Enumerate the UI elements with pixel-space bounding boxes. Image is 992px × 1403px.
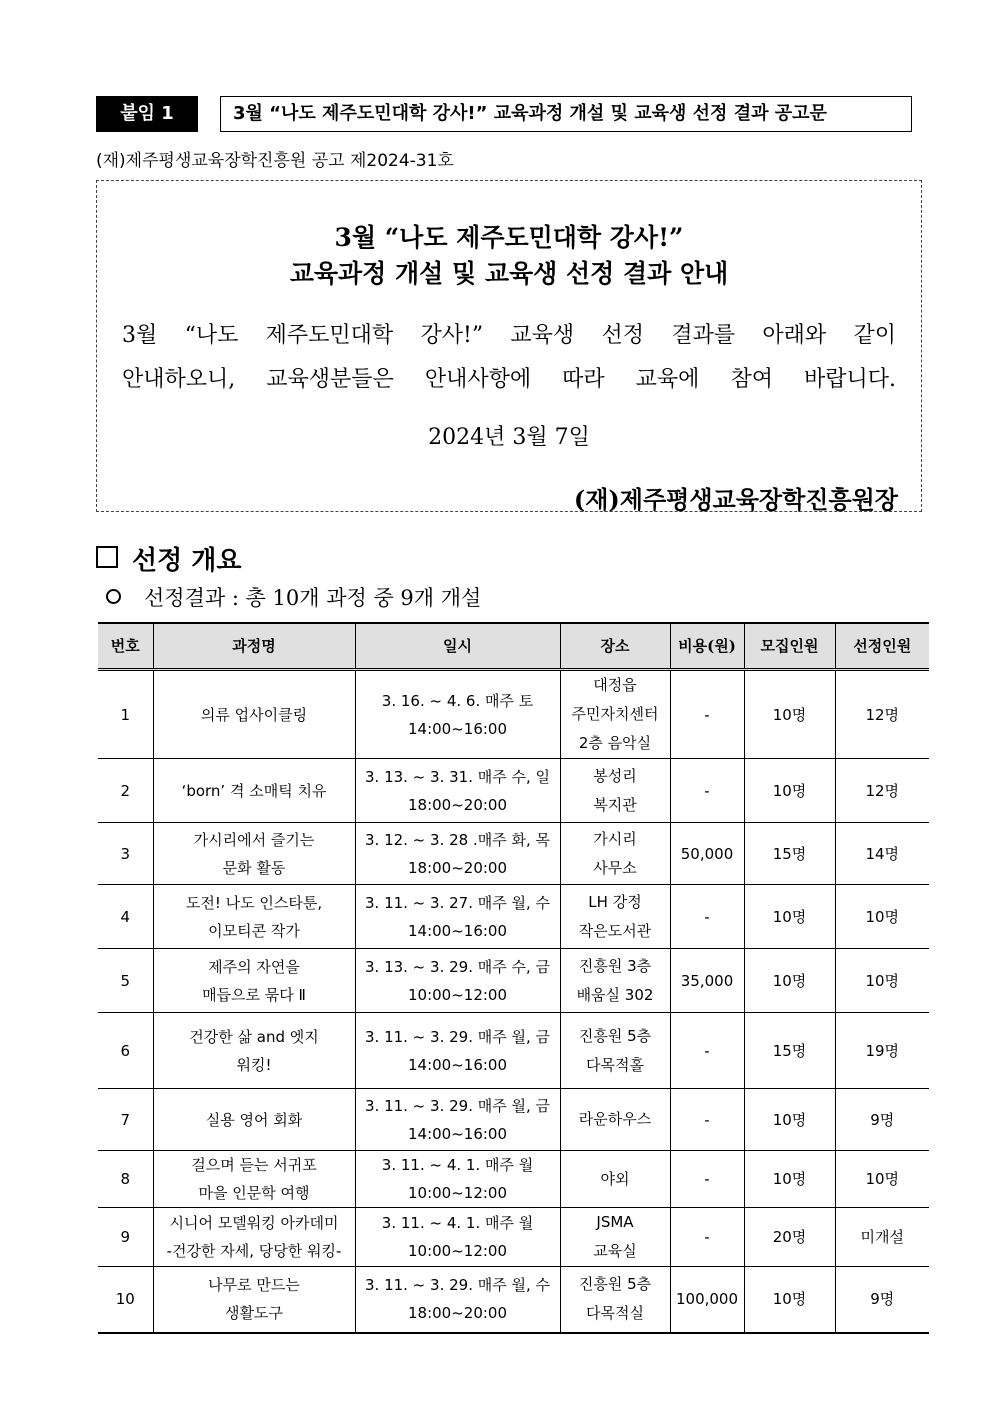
course-place-line: 진흥원 3층 (578, 956, 652, 975)
table-row (98, 885, 929, 949)
course-name-line: 도전! 나도 인스타툰, (185, 893, 323, 912)
course-name-line: 문화 활동 (222, 858, 286, 877)
course-name (153, 949, 355, 1013)
table-row (98, 1089, 929, 1151)
course-name (153, 823, 355, 885)
recruit-count: 10명 (744, 670, 835, 759)
course-schedule-line: 3. 16. ~ 4. 6. 매주 토 (381, 691, 534, 710)
recruit-count: 10명 (744, 1151, 835, 1208)
course-cost: - (670, 1208, 744, 1267)
course-schedule-line: 3. 11. ~ 4. 1. 매주 월 (381, 1214, 534, 1232)
course-name-line: 마을 인문학 여행 (198, 1184, 310, 1202)
course-schedule-line: 10:00~12:00 (407, 985, 508, 1004)
selected-count: 9명 (835, 1267, 929, 1333)
header-cell: 장소 (560, 623, 670, 670)
row-number: 3 (98, 823, 153, 885)
course-schedule (355, 885, 560, 949)
course-schedule-line: 14:00~16:00 (407, 1124, 508, 1143)
header-cell: 비용(원) (670, 623, 744, 670)
selected-count: 14명 (835, 823, 929, 885)
course-name (153, 1267, 355, 1333)
notice-title-line2: 교육과정 개설 및 교육생 선정 결과 안내 (289, 259, 729, 288)
selection-table (98, 622, 929, 1334)
announcement-number: (재)제주평생교육장학진흥원 공고 제2024-31호 (96, 151, 454, 171)
course-schedule-line: 10:00~12:00 (407, 1184, 508, 1202)
course-place-line: 사무소 (593, 858, 637, 877)
row-number: 8 (98, 1151, 153, 1208)
attachment-badge: 붙임 1 (96, 96, 198, 132)
course-cost: - (670, 1151, 744, 1208)
course-schedule-line: 3. 11. ~ 3. 29. 매주 월, 수 (364, 1276, 550, 1295)
selected-count: 9명 (835, 1089, 929, 1151)
course-place-line: 야외 (600, 1169, 630, 1188)
course-place (560, 1013, 670, 1089)
course-place (560, 670, 670, 759)
notice-signature: (재)제주평생교육장학진흥원장 (573, 485, 898, 514)
circle-bullet-icon (106, 589, 121, 604)
course-place-line: 배움실 302 (576, 985, 654, 1004)
course-schedule-line: 3. 11. ~ 3. 29. 매주 월, 금 (364, 1027, 550, 1046)
course-schedule (355, 670, 560, 759)
course-schedule (355, 1151, 560, 1208)
course-name-line: 제주의 자연을 (208, 957, 300, 976)
course-name-line: 의류 업사이클링 (200, 705, 308, 724)
course-place-line: 교육실 (593, 1242, 637, 1260)
course-schedule-line: 18:00~20:00 (407, 1304, 508, 1323)
course-place (560, 759, 670, 823)
course-name-line: 생활도구 (225, 1304, 283, 1323)
course-place-line: 진흥원 5층 (578, 1275, 652, 1294)
course-name-line: -건강한 자세, 당당한 워킹- (166, 1242, 342, 1260)
recruit-count: 15명 (744, 823, 835, 885)
header-cell: 모집인원 (744, 623, 835, 670)
course-schedule (355, 759, 560, 823)
course-schedule (355, 823, 560, 885)
course-schedule-line: 3. 11. ~ 3. 27. 매주 월, 수 (364, 893, 550, 912)
row-number: 6 (98, 1013, 153, 1089)
course-cost: - (670, 759, 744, 823)
course-place (560, 885, 670, 949)
course-cost: - (670, 1013, 744, 1089)
course-name-line: 매듭으로 묶다 Ⅱ (202, 985, 306, 1004)
course-schedule-line: 10:00~12:00 (407, 1242, 508, 1260)
row-number: 5 (98, 949, 153, 1013)
course-cost: - (670, 885, 744, 949)
course-name-line: 나무로 만드는 (208, 1276, 300, 1295)
selection-summary: 선정결과 : 총 10개 과정 중 9개 개설 (144, 586, 482, 610)
course-place-line: 대정읍 (593, 676, 637, 694)
course-place-line: 다목적홀 (586, 1055, 644, 1074)
course-name (153, 1013, 355, 1089)
recruit-count: 10명 (744, 1267, 835, 1333)
course-place (560, 823, 670, 885)
course-place (560, 949, 670, 1013)
course-place-line: 작은도서관 (578, 921, 652, 940)
course-name (153, 1208, 355, 1267)
table-row (98, 949, 929, 1013)
course-name (153, 1089, 355, 1151)
header-cell: 번호 (98, 623, 153, 670)
course-schedule-line: 14:00~16:00 (407, 719, 508, 738)
row-number: 7 (98, 1089, 153, 1151)
table-body (98, 670, 929, 1333)
course-place-line: 라운하우스 (578, 1110, 652, 1128)
course-name-line: 워킹! (236, 1055, 272, 1074)
table-row (98, 1208, 929, 1267)
course-cost: 100,000 (670, 1267, 744, 1333)
recruit-count: 20명 (744, 1208, 835, 1267)
course-place-line: 봉성리 (593, 766, 637, 785)
selected-count: 미개설 (835, 1208, 929, 1267)
notice-title-line1: 3월 “나도 제주도민대학 강사!” (334, 223, 684, 252)
course-cost: 50,000 (670, 823, 744, 885)
notice-body-line1: 3월 “나도 제주도민대학 강사!” 교육생 선정 결과를 아래와 같이 (122, 323, 896, 348)
row-number: 2 (98, 759, 153, 823)
course-cost: 35,000 (670, 949, 744, 1013)
notice-date: 2024년 3월 7일 (428, 425, 590, 450)
course-place-line: JSMA (596, 1213, 634, 1231)
course-cost: - (670, 670, 744, 759)
document-title: 3월 “나도 제주도민대학 강사!” 교육과정 개설 및 교육생 선정 결과 공고문 (220, 96, 912, 132)
course-schedule-line: 3. 11. ~ 4. 1. 매주 월 (381, 1156, 534, 1174)
row-number: 10 (98, 1267, 153, 1333)
header-cell: 선정인원 (835, 623, 929, 670)
selected-count: 12명 (835, 670, 929, 759)
course-place (560, 1089, 670, 1151)
notice-body-line2: 안내하오니, 교육생분들은 안내사항에 따라 교육에 참여 바랍니다. (122, 367, 896, 392)
table-row (98, 823, 929, 885)
table-header-row (98, 623, 929, 670)
course-schedule (355, 1013, 560, 1089)
course-name (153, 1151, 355, 1208)
course-schedule-line: 3. 11. ~ 3. 29. 매주 월, 금 (364, 1096, 550, 1115)
course-schedule-line: 14:00~16:00 (407, 1055, 508, 1074)
header-cell: 과정명 (153, 623, 355, 670)
course-schedule-line: 18:00~20:00 (407, 795, 508, 814)
table-row (98, 1151, 929, 1208)
selected-count: 10명 (835, 1151, 929, 1208)
course-schedule-line: 3. 12. ~ 3. 28 .매주 화, 목 (364, 830, 550, 849)
selected-count: 19명 (835, 1013, 929, 1089)
course-name-line: 실용 영어 회화 (205, 1110, 303, 1129)
course-schedule-line: 14:00~16:00 (407, 921, 508, 940)
selected-count: 10명 (835, 949, 929, 1013)
selected-count: 12명 (835, 759, 929, 823)
table-row (98, 759, 929, 823)
course-schedule (355, 1089, 560, 1151)
selected-count: 10명 (835, 885, 929, 949)
course-place (560, 1267, 670, 1333)
course-place (560, 1151, 670, 1208)
course-name-line: 가시리에서 즐기는 (193, 830, 315, 849)
course-place-line: 다목적실 (586, 1304, 644, 1323)
course-schedule (355, 1208, 560, 1267)
section-checkbox-icon (96, 546, 118, 568)
table-row (98, 670, 929, 759)
course-name-line: 걸으며 듣는 서귀포 (191, 1156, 317, 1174)
row-number: 9 (98, 1208, 153, 1267)
course-schedule-line: 3. 13. ~ 3. 31. 매주 수, 일 (364, 767, 550, 786)
recruit-count: 10명 (744, 759, 835, 823)
row-number: 1 (98, 670, 153, 759)
course-name (153, 670, 355, 759)
course-schedule-line: 18:00~20:00 (407, 858, 508, 877)
course-schedule (355, 1267, 560, 1333)
table-row (98, 1267, 929, 1333)
course-name-line: 이모티콘 작가 (208, 921, 300, 940)
course-cost: - (670, 1089, 744, 1151)
recruit-count: 10명 (744, 885, 835, 949)
course-schedule (355, 949, 560, 1013)
table-row (98, 1013, 929, 1089)
course-place (560, 1208, 670, 1267)
row-number: 4 (98, 885, 153, 949)
header-cell: 일시 (355, 623, 560, 670)
course-schedule-line: 3. 13. ~ 3. 29. 매주 수, 금 (364, 957, 550, 976)
course-name (153, 759, 355, 823)
section-title: 선정 개요 (132, 546, 242, 576)
course-name-line: ‘born’ 격 소매틱 치유 (181, 781, 327, 800)
recruit-count: 10명 (744, 1089, 835, 1151)
recruit-count: 10명 (744, 949, 835, 1013)
course-place-line: 가시리 (593, 829, 637, 848)
course-place-line: 복지관 (593, 795, 637, 814)
course-place-line: LH 강정 (588, 892, 642, 911)
course-name (153, 885, 355, 949)
course-place-line: 주민자치센터 (571, 705, 659, 723)
course-place-line: 진흥원 5층 (578, 1026, 652, 1045)
course-name-line: 시니어 모델워킹 아카데미 (169, 1214, 339, 1232)
course-place-line: 2층 음악실 (578, 734, 652, 752)
course-name-line: 건강한 삶 and 엣지 (189, 1027, 319, 1046)
recruit-count: 15명 (744, 1013, 835, 1089)
